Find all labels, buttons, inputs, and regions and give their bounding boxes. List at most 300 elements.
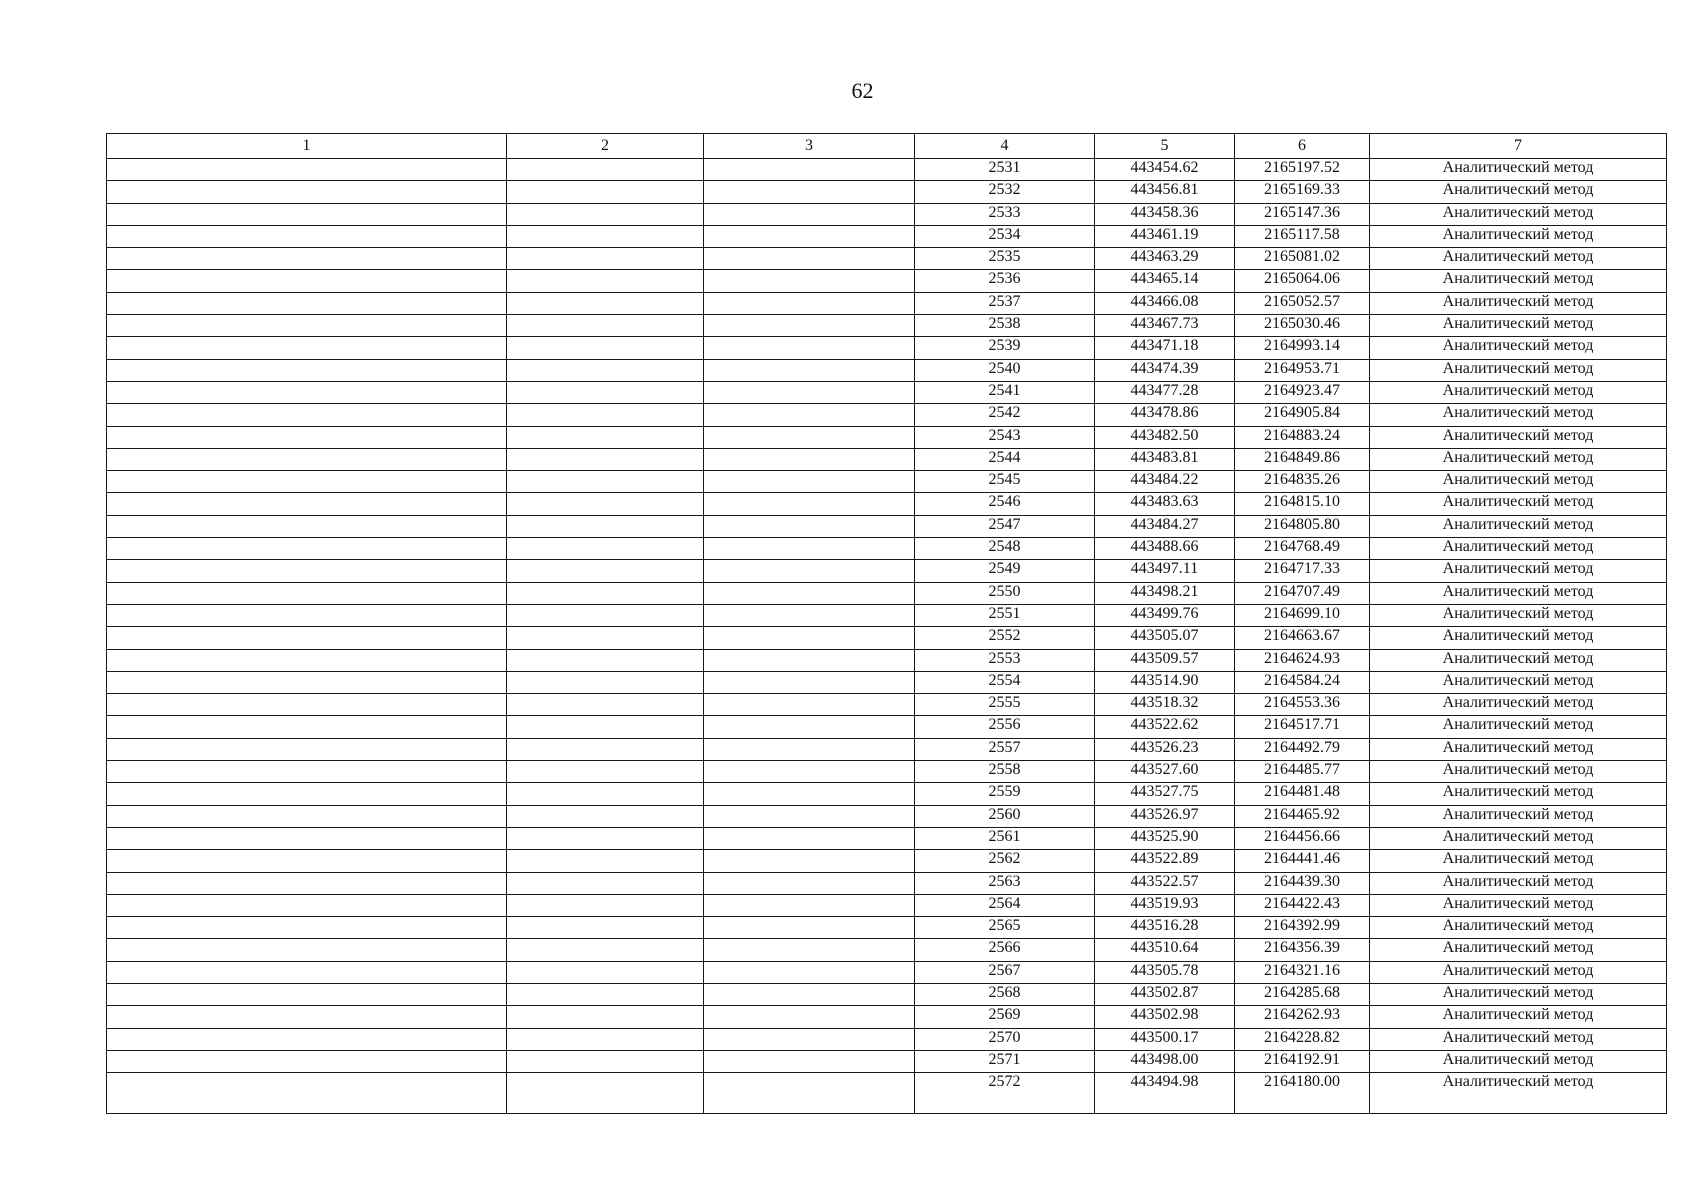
table-cell-col-5: 443497.11	[1095, 560, 1235, 582]
table-cell-col-4: 2533	[915, 203, 1095, 225]
table-row	[107, 538, 1667, 560]
table-cell-col-5: 443526.97	[1095, 805, 1235, 827]
table-cell-col-2	[507, 203, 704, 225]
table-cell-col-6: 2164321.16	[1235, 961, 1370, 983]
table-cell-col-7: Аналитический метод	[1370, 292, 1667, 314]
table-cell-col-7: Аналитический метод	[1370, 627, 1667, 649]
table-cell-col-6: 2164815.10	[1235, 493, 1370, 515]
table-cell-col-6: 2164883.24	[1235, 426, 1370, 448]
table-cell-col-3	[704, 917, 915, 939]
table-cell-col-3	[704, 426, 915, 448]
table-cell-col-6: 2164517.71	[1235, 716, 1370, 738]
table-cell-col-4: 2538	[915, 315, 1095, 337]
table-cell-col-7: Аналитический метод	[1370, 761, 1667, 783]
table-row	[107, 337, 1667, 359]
table-cell-col-2	[507, 850, 704, 872]
table-cell-col-3	[704, 827, 915, 849]
table-cell-col-2	[507, 627, 704, 649]
column-header-6: 6	[1235, 134, 1370, 159]
table-row	[107, 493, 1667, 515]
table-cell-col-4: 2542	[915, 404, 1095, 426]
table-cell-col-4: 2534	[915, 225, 1095, 247]
table-cell-col-4: 2549	[915, 560, 1095, 582]
table-cell-col-7: Аналитический метод	[1370, 694, 1667, 716]
table-cell-col-5: 443461.19	[1095, 225, 1235, 247]
table-cell-col-1	[107, 515, 507, 537]
table-cell-col-6: 2164707.49	[1235, 582, 1370, 604]
table-cell-col-7: Аналитический метод	[1370, 961, 1667, 983]
table-cell-col-4: 2570	[915, 1028, 1095, 1050]
table-cell-col-1	[107, 203, 507, 225]
table-cell-col-5: 443522.62	[1095, 716, 1235, 738]
table-cell-col-3	[704, 248, 915, 270]
table-cell-col-2	[507, 649, 704, 671]
table-cell-col-3	[704, 1073, 915, 1114]
table-cell-col-2	[507, 426, 704, 448]
table-cell-col-5: 443474.39	[1095, 359, 1235, 381]
table-cell-col-7: Аналитический метод	[1370, 159, 1667, 181]
table-cell-col-4: 2555	[915, 694, 1095, 716]
table-cell-col-7: Аналитический метод	[1370, 604, 1667, 626]
table-cell-col-1	[107, 582, 507, 604]
table-cell-col-3	[704, 694, 915, 716]
table-row	[107, 448, 1667, 470]
table-cell-col-2	[507, 939, 704, 961]
table-cell-col-4: 2548	[915, 538, 1095, 560]
column-header-1: 1	[107, 134, 507, 159]
column-header-3: 3	[704, 134, 915, 159]
table-cell-col-3	[704, 582, 915, 604]
table-cell-col-5: 443502.98	[1095, 1006, 1235, 1028]
table-cell-col-4: 2537	[915, 292, 1095, 314]
table-cell-col-2	[507, 404, 704, 426]
table-cell-col-3	[704, 738, 915, 760]
table-cell-col-4: 2569	[915, 1006, 1095, 1028]
table-cell-col-5: 443454.62	[1095, 159, 1235, 181]
table-cell-col-4: 2532	[915, 181, 1095, 203]
table-cell-col-7: Аналитический метод	[1370, 671, 1667, 693]
table-cell-col-7: Аналитический метод	[1370, 538, 1667, 560]
table-cell-col-4: 2572	[915, 1073, 1095, 1114]
table-cell-col-5: 443518.32	[1095, 694, 1235, 716]
table-cell-col-5: 443456.81	[1095, 181, 1235, 203]
table-cell-col-1	[107, 649, 507, 671]
table-cell-col-3	[704, 538, 915, 560]
table-cell-col-1	[107, 1006, 507, 1028]
table-row	[107, 850, 1667, 872]
table-cell-col-7: Аналитический метод	[1370, 805, 1667, 827]
table-cell-col-1	[107, 761, 507, 783]
table-cell-col-4: 2539	[915, 337, 1095, 359]
table-row	[107, 203, 1667, 225]
table-cell-col-1	[107, 738, 507, 760]
table-cell-col-2	[507, 983, 704, 1005]
table-row	[107, 783, 1667, 805]
table-cell-col-6: 2164905.84	[1235, 404, 1370, 426]
table-cell-col-7: Аналитический метод	[1370, 493, 1667, 515]
table-cell-col-4: 2568	[915, 983, 1095, 1005]
table-cell-col-3	[704, 805, 915, 827]
table-cell-col-7: Аналитический метод	[1370, 248, 1667, 270]
table-cell-col-6: 2164492.79	[1235, 738, 1370, 760]
table-cell-col-6: 2164392.99	[1235, 917, 1370, 939]
table-cell-col-2	[507, 315, 704, 337]
table-cell-col-3	[704, 560, 915, 582]
table-cell-col-2	[507, 292, 704, 314]
table-cell-col-5: 443516.28	[1095, 917, 1235, 939]
table-cell-col-5: 443522.57	[1095, 872, 1235, 894]
table-cell-col-5: 443527.60	[1095, 761, 1235, 783]
table-row	[107, 604, 1667, 626]
table-cell-col-1	[107, 627, 507, 649]
table-cell-col-5: 443519.93	[1095, 894, 1235, 916]
table-cell-col-1	[107, 315, 507, 337]
table-cell-col-3	[704, 270, 915, 292]
table-cell-col-6: 2164699.10	[1235, 604, 1370, 626]
table-cell-col-7: Аналитический метод	[1370, 1073, 1667, 1114]
table-cell-col-2	[507, 917, 704, 939]
table-cell-col-3	[704, 359, 915, 381]
table-cell-col-3	[704, 315, 915, 337]
table-cell-col-7: Аналитический метод	[1370, 738, 1667, 760]
table-cell-col-5: 443499.76	[1095, 604, 1235, 626]
table-row	[107, 738, 1667, 760]
table-cell-col-4: 2554	[915, 671, 1095, 693]
table-cell-col-5: 443458.36	[1095, 203, 1235, 225]
table-cell-col-3	[704, 381, 915, 403]
table-cell-col-7: Аналитический метод	[1370, 426, 1667, 448]
table-cell-col-3	[704, 181, 915, 203]
table-header	[107, 134, 1667, 159]
table-cell-col-1	[107, 292, 507, 314]
table-cell-col-7: Аналитический метод	[1370, 783, 1667, 805]
table-cell-col-5: 443484.27	[1095, 515, 1235, 537]
table-cell-col-2	[507, 894, 704, 916]
table-cell-col-7: Аналитический метод	[1370, 872, 1667, 894]
table-cell-col-3	[704, 671, 915, 693]
table-cell-col-3	[704, 1050, 915, 1072]
table-cell-col-1	[107, 939, 507, 961]
table-cell-col-4: 2547	[915, 515, 1095, 537]
table-row	[107, 872, 1667, 894]
table-cell-col-4: 2550	[915, 582, 1095, 604]
table-cell-col-2	[507, 1006, 704, 1028]
table-cell-col-1	[107, 671, 507, 693]
table-cell-col-4: 2540	[915, 359, 1095, 381]
table-cell-col-7: Аналитический метод	[1370, 939, 1667, 961]
table-cell-col-7: Аналитический метод	[1370, 649, 1667, 671]
table-cell-col-6: 2164285.68	[1235, 983, 1370, 1005]
table-cell-col-5: 443477.28	[1095, 381, 1235, 403]
table-cell-col-1	[107, 716, 507, 738]
table-cell-col-2	[507, 159, 704, 181]
table-row	[107, 225, 1667, 247]
table-cell-col-6: 2165030.46	[1235, 315, 1370, 337]
table-cell-col-1	[107, 694, 507, 716]
table-cell-col-2	[507, 448, 704, 470]
table-cell-col-5: 443509.57	[1095, 649, 1235, 671]
table-cell-col-7: Аналитический метод	[1370, 225, 1667, 247]
table-row	[107, 1050, 1667, 1072]
table-cell-col-3	[704, 716, 915, 738]
table-cell-col-5: 443484.22	[1095, 471, 1235, 493]
table-cell-col-3	[704, 515, 915, 537]
table-cell-col-4: 2546	[915, 493, 1095, 515]
table-cell-col-6: 2164624.93	[1235, 649, 1370, 671]
table-row	[107, 315, 1667, 337]
table-cell-col-2	[507, 582, 704, 604]
table-cell-col-1	[107, 337, 507, 359]
table-cell-col-1	[107, 872, 507, 894]
table-cell-col-6: 2164465.92	[1235, 805, 1370, 827]
table-cell-col-1	[107, 961, 507, 983]
table-cell-col-2	[507, 783, 704, 805]
table-row	[107, 1028, 1667, 1050]
table-cell-col-3	[704, 292, 915, 314]
table-cell-col-2	[507, 270, 704, 292]
table-cell-col-6: 2164439.30	[1235, 872, 1370, 894]
table-cell-col-5: 443483.63	[1095, 493, 1235, 515]
table-cell-col-2	[507, 181, 704, 203]
table-cell-col-5: 443465.14	[1095, 270, 1235, 292]
table-cell-col-1	[107, 448, 507, 470]
table-cell-col-7: Аналитический метод	[1370, 1006, 1667, 1028]
table-cell-col-5: 443505.78	[1095, 961, 1235, 983]
table-cell-col-6: 2165064.06	[1235, 270, 1370, 292]
table-cell-col-6: 2165147.36	[1235, 203, 1370, 225]
table-cell-col-3	[704, 404, 915, 426]
table-cell-col-2	[507, 471, 704, 493]
table-cell-col-1	[107, 426, 507, 448]
table-cell-col-4: 2552	[915, 627, 1095, 649]
table-cell-col-6: 2164422.43	[1235, 894, 1370, 916]
table-cell-col-2	[507, 1028, 704, 1050]
table-row	[107, 1073, 1667, 1114]
table-cell-col-7: Аналитический метод	[1370, 515, 1667, 537]
table-row	[107, 471, 1667, 493]
table-cell-col-3	[704, 627, 915, 649]
table-cell-col-4: 2535	[915, 248, 1095, 270]
table-cell-col-5: 443494.98	[1095, 1073, 1235, 1114]
table-cell-col-3	[704, 850, 915, 872]
table-cell-col-7: Аналитический метод	[1370, 827, 1667, 849]
table-cell-col-1	[107, 225, 507, 247]
table-cell-col-3	[704, 872, 915, 894]
table-cell-col-2	[507, 716, 704, 738]
table-cell-col-4: 2536	[915, 270, 1095, 292]
table-cell-col-3	[704, 493, 915, 515]
table-cell-col-5: 443478.86	[1095, 404, 1235, 426]
table-cell-col-2	[507, 493, 704, 515]
table-cell-col-3	[704, 894, 915, 916]
table-cell-col-6: 2164923.47	[1235, 381, 1370, 403]
table-cell-col-4: 2563	[915, 872, 1095, 894]
table-cell-col-2	[507, 604, 704, 626]
table-cell-col-1	[107, 270, 507, 292]
table-cell-col-5: 443510.64	[1095, 939, 1235, 961]
table-cell-col-7: Аналитический метод	[1370, 582, 1667, 604]
table-cell-col-5: 443502.87	[1095, 983, 1235, 1005]
table-cell-col-6: 2164953.71	[1235, 359, 1370, 381]
table-cell-col-4: 2557	[915, 738, 1095, 760]
table-cell-col-6: 2164485.77	[1235, 761, 1370, 783]
table-cell-col-7: Аналитический метод	[1370, 270, 1667, 292]
table-cell-col-2	[507, 827, 704, 849]
table-cell-col-5: 443514.90	[1095, 671, 1235, 693]
table-cell-col-7: Аналитический метод	[1370, 359, 1667, 381]
table-cell-col-3	[704, 761, 915, 783]
table-cell-col-1	[107, 181, 507, 203]
table-cell-col-4: 2567	[915, 961, 1095, 983]
table-row	[107, 627, 1667, 649]
table-cell-col-4: 2562	[915, 850, 1095, 872]
table-cell-col-5: 443522.89	[1095, 850, 1235, 872]
table-cell-col-5: 443483.81	[1095, 448, 1235, 470]
table-row	[107, 181, 1667, 203]
table-cell-col-6: 2164456.66	[1235, 827, 1370, 849]
table-cell-col-1	[107, 471, 507, 493]
table-cell-col-6: 2164180.00	[1235, 1073, 1370, 1114]
table-cell-col-4: 2566	[915, 939, 1095, 961]
table-cell-col-3	[704, 159, 915, 181]
table-row	[107, 961, 1667, 983]
table-cell-col-4: 2543	[915, 426, 1095, 448]
table-cell-col-1	[107, 1073, 507, 1114]
table-cell-col-7: Аналитический метод	[1370, 381, 1667, 403]
table-cell-col-5: 443498.21	[1095, 582, 1235, 604]
table-cell-col-5: 443482.50	[1095, 426, 1235, 448]
table-cell-col-7: Аналитический метод	[1370, 894, 1667, 916]
table-row	[107, 939, 1667, 961]
table-cell-col-4: 2571	[915, 1050, 1095, 1072]
table-row	[107, 827, 1667, 849]
column-header-2: 2	[507, 134, 704, 159]
table-cell-col-5: 443500.17	[1095, 1028, 1235, 1050]
table-cell-col-7: Аналитический метод	[1370, 337, 1667, 359]
table-cell-col-5: 443466.08	[1095, 292, 1235, 314]
table-row	[107, 292, 1667, 314]
table-cell-col-6: 2164993.14	[1235, 337, 1370, 359]
table-cell-col-2	[507, 671, 704, 693]
column-header-7: 7	[1370, 134, 1667, 159]
table-cell-col-2	[507, 961, 704, 983]
table-cell-col-7: Аналитический метод	[1370, 315, 1667, 337]
table-cell-col-3	[704, 1006, 915, 1028]
table-cell-col-3	[704, 225, 915, 247]
table-cell-col-3	[704, 961, 915, 983]
table-cell-col-4: 2531	[915, 159, 1095, 181]
table-cell-col-2	[507, 538, 704, 560]
table-cell-col-5: 443463.29	[1095, 248, 1235, 270]
header-row	[107, 134, 1667, 159]
table-cell-col-3	[704, 604, 915, 626]
table-row	[107, 515, 1667, 537]
table-cell-col-6: 2165117.58	[1235, 225, 1370, 247]
table-row	[107, 560, 1667, 582]
table-row	[107, 761, 1667, 783]
table-cell-col-4: 2551	[915, 604, 1095, 626]
table-cell-col-4: 2544	[915, 448, 1095, 470]
table-cell-col-6: 2164849.86	[1235, 448, 1370, 470]
table-cell-col-3	[704, 448, 915, 470]
table-cell-col-7: Аналитический метод	[1370, 181, 1667, 203]
table-cell-col-6: 2164717.33	[1235, 560, 1370, 582]
table-cell-col-7: Аналитический метод	[1370, 471, 1667, 493]
table-cell-col-1	[107, 917, 507, 939]
table-cell-col-1	[107, 894, 507, 916]
table-cell-col-2	[507, 694, 704, 716]
table-cell-col-4: 2545	[915, 471, 1095, 493]
table-cell-col-6: 2165052.57	[1235, 292, 1370, 314]
table-cell-col-7: Аналитический метод	[1370, 917, 1667, 939]
table-cell-col-3	[704, 203, 915, 225]
table-cell-col-5: 443525.90	[1095, 827, 1235, 849]
table-cell-col-6: 2165081.02	[1235, 248, 1370, 270]
table-cell-col-4: 2565	[915, 917, 1095, 939]
table-cell-col-5: 443471.18	[1095, 337, 1235, 359]
table-cell-col-5: 443498.00	[1095, 1050, 1235, 1072]
table-cell-col-1	[107, 159, 507, 181]
table-cell-col-1	[107, 983, 507, 1005]
table-cell-col-4: 2560	[915, 805, 1095, 827]
table-cell-col-7: Аналитический метод	[1370, 203, 1667, 225]
table-cell-col-4: 2553	[915, 649, 1095, 671]
table-cell-col-6: 2164768.49	[1235, 538, 1370, 560]
table-cell-col-7: Аналитический метод	[1370, 404, 1667, 426]
table-cell-col-6: 2164481.48	[1235, 783, 1370, 805]
table-cell-col-7: Аналитический метод	[1370, 1050, 1667, 1072]
table-cell-col-2	[507, 225, 704, 247]
table-cell-col-1	[107, 560, 507, 582]
table-body	[107, 159, 1667, 1114]
table-cell-col-1	[107, 404, 507, 426]
table-cell-col-2	[507, 381, 704, 403]
table-cell-col-5: 443488.66	[1095, 538, 1235, 560]
table-cell-col-1	[107, 850, 507, 872]
table-cell-col-3	[704, 471, 915, 493]
table-cell-col-1	[107, 1028, 507, 1050]
table-cell-col-3	[704, 783, 915, 805]
table-cell-col-6: 2164663.67	[1235, 627, 1370, 649]
table-row	[107, 694, 1667, 716]
table-cell-col-1	[107, 783, 507, 805]
table-cell-col-3	[704, 983, 915, 1005]
table-cell-col-2	[507, 1050, 704, 1072]
table-cell-col-2	[507, 560, 704, 582]
table-cell-col-3	[704, 649, 915, 671]
table-row	[107, 894, 1667, 916]
table-cell-col-7: Аналитический метод	[1370, 560, 1667, 582]
table-cell-col-6: 2165197.52	[1235, 159, 1370, 181]
table-cell-col-1	[107, 1050, 507, 1072]
table-cell-col-2	[507, 359, 704, 381]
table-row	[107, 716, 1667, 738]
table-cell-col-1	[107, 248, 507, 270]
table-cell-col-3	[704, 337, 915, 359]
table-cell-col-6: 2164192.91	[1235, 1050, 1370, 1072]
table-cell-col-5: 443505.07	[1095, 627, 1235, 649]
table-cell-col-7: Аналитический метод	[1370, 850, 1667, 872]
table-cell-col-1	[107, 827, 507, 849]
table-cell-col-6: 2164356.39	[1235, 939, 1370, 961]
table-cell-col-2	[507, 515, 704, 537]
table-cell-col-2	[507, 337, 704, 359]
table-cell-col-4: 2559	[915, 783, 1095, 805]
table-cell-col-6: 2164228.82	[1235, 1028, 1370, 1050]
table-row	[107, 381, 1667, 403]
table-cell-col-6: 2164805.80	[1235, 515, 1370, 537]
table-row	[107, 582, 1667, 604]
